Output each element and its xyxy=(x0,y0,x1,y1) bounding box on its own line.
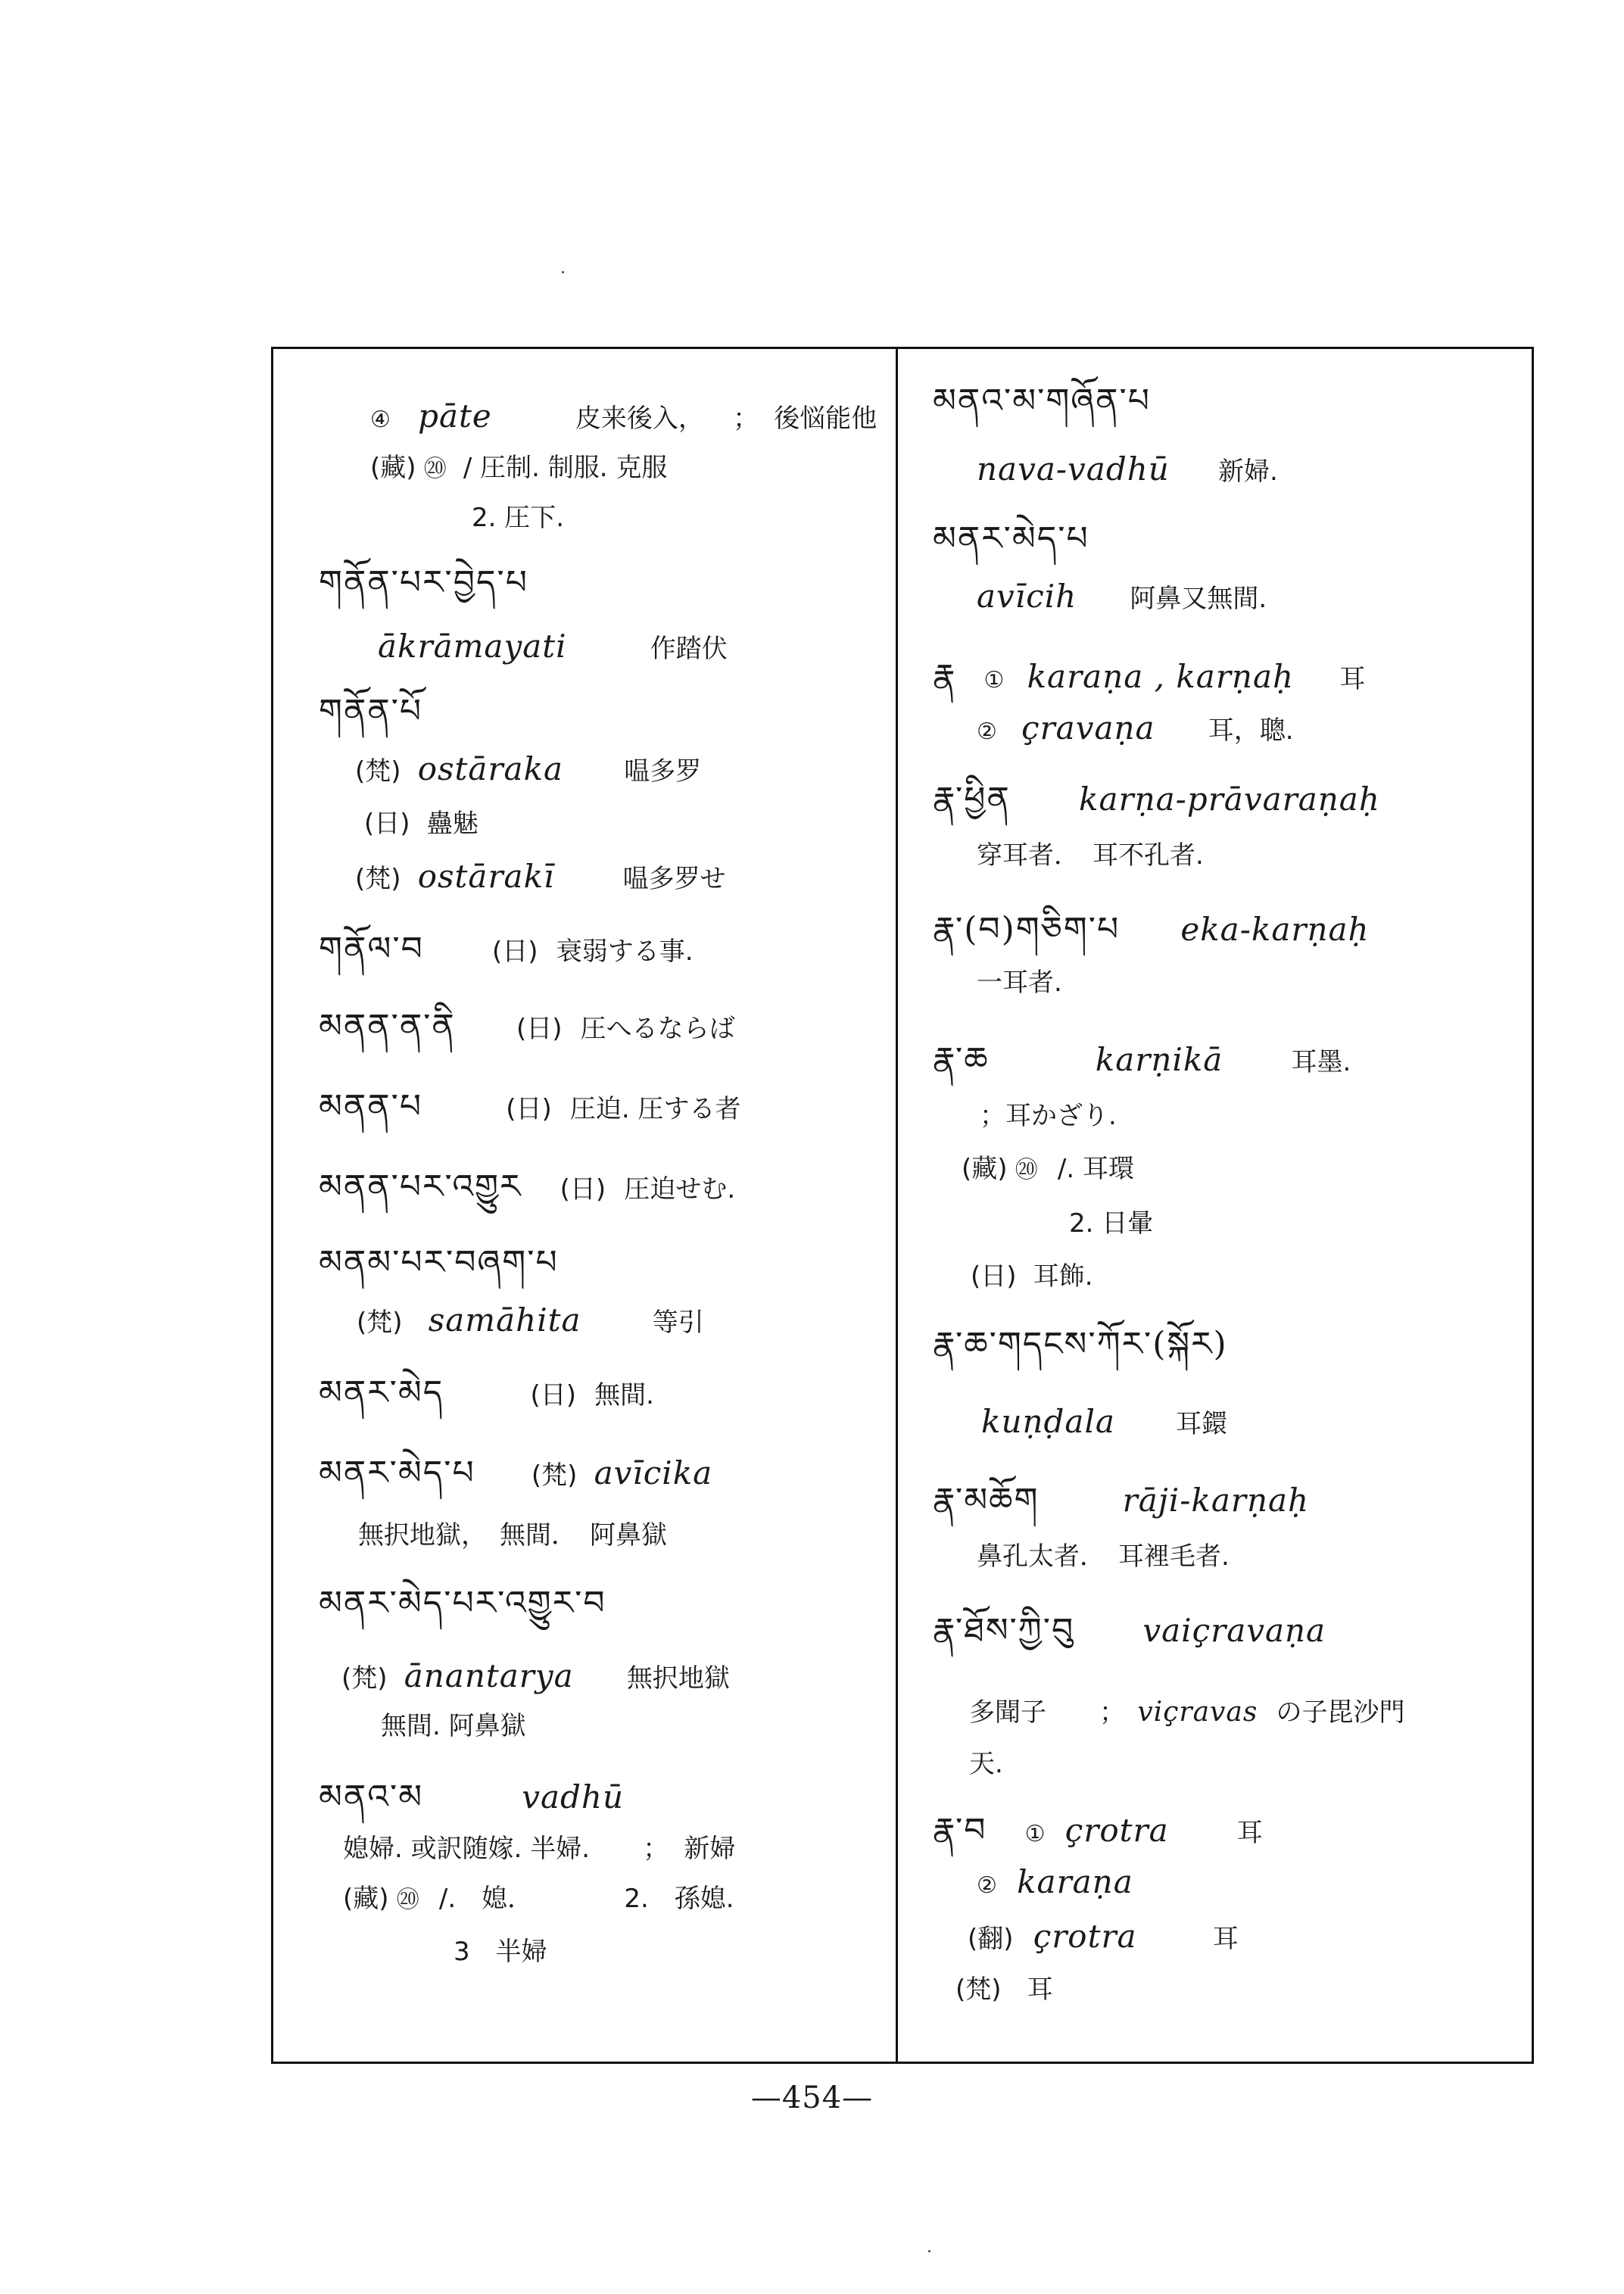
sanskrit-term: pāte xyxy=(418,397,492,435)
tibetan-headword: མནན་པ xyxy=(319,1087,423,1126)
entry-line xyxy=(370,453,667,485)
tibetan-headword: གནོན་པོ xyxy=(319,692,423,731)
source-abbrev: (翻) xyxy=(968,1924,1014,1954)
tibetan-headword: རྣ་ཐོས་ཀྱི་བུ xyxy=(933,1611,1075,1650)
circled-number: ② xyxy=(977,1872,997,1899)
japanese-gloss: /. 媳． xyxy=(438,1884,534,1914)
scan-speck xyxy=(928,2250,930,2252)
tibetan-headword: གནོལ་བ xyxy=(319,930,424,968)
tibetan-headword: རྣ་ཆ་གདངས་ཀོར་(སྐོར) xyxy=(933,1325,1228,1364)
source-abbrev: (梵) xyxy=(341,1663,388,1694)
entry-line xyxy=(981,1403,1228,1440)
japanese-gloss: 2. 孫媳. xyxy=(624,1884,734,1914)
japanese-gloss: 耳，聰. xyxy=(1208,715,1294,746)
japanese-gloss: 新婦 xyxy=(684,1834,736,1864)
source-abbrev: (藏) xyxy=(962,1154,1008,1184)
headword xyxy=(933,1325,1228,1364)
tibetan-headword: མནའ་མ xyxy=(319,1778,424,1816)
japanese-gloss: 一耳者. xyxy=(977,968,1062,998)
japanese-gloss: 蠱魅 xyxy=(426,809,478,839)
entry-line xyxy=(933,1040,1351,1079)
tibetan-headword: མནར་མེད་པ xyxy=(319,1454,475,1492)
tibetan-headword: རྣ་(བ)གཅིག་པ xyxy=(933,910,1121,949)
sanskrit-term: ākrāmayati xyxy=(378,628,567,665)
entry-line xyxy=(381,1711,526,1741)
japanese-gloss: 皮来後入， xyxy=(575,404,704,434)
japanese-gloss: /. 耳環 xyxy=(1057,1154,1134,1184)
entry-line xyxy=(955,1975,1053,2005)
entry-line xyxy=(355,750,702,787)
entry-line xyxy=(977,1863,1133,1901)
entry-line xyxy=(933,1611,1326,1650)
entry-line xyxy=(933,780,1380,818)
outer-margin xyxy=(1534,333,1624,2090)
entry-line xyxy=(343,1884,734,1915)
japanese-gloss: 耳鐶 xyxy=(1176,1409,1228,1439)
tibetan-headword: མནར་མེད་པ xyxy=(933,519,1089,558)
sanskrit-term: vaiçravaṇa xyxy=(1142,1612,1326,1649)
right-column xyxy=(898,347,1532,2064)
entry-line xyxy=(341,1657,730,1694)
circled-number: ⑳ xyxy=(1015,1157,1038,1183)
japanese-gloss: 阿鼻又無間. xyxy=(1130,584,1267,614)
circled-number: ⑳ xyxy=(423,456,447,482)
entry-line xyxy=(969,1749,1003,1779)
circled-number: ⑳ xyxy=(396,1887,419,1913)
headword xyxy=(319,1584,606,1622)
sanskrit-term: samāhita xyxy=(428,1301,581,1339)
tibetan-headword: མནན་པར་འགྱུར xyxy=(319,1167,522,1206)
entry-line xyxy=(454,1937,547,1967)
sanskrit-term: vadhū xyxy=(522,1778,625,1816)
circled-number: ④ xyxy=(370,407,391,433)
entry-line xyxy=(933,1481,1310,1519)
entry-line xyxy=(969,1697,1404,1728)
tibetan-headword: རྣ་བ xyxy=(933,1811,987,1850)
entry-line xyxy=(980,1101,1117,1131)
japanese-gloss: 耳 xyxy=(1027,1975,1053,2005)
entry-line xyxy=(319,1087,741,1126)
entry-line xyxy=(933,1811,1263,1850)
japanese-gloss: 穿耳者． 耳不孔者. xyxy=(977,840,1204,871)
source-abbrev: (日) xyxy=(516,1014,563,1044)
entry-line xyxy=(933,657,1366,696)
tibetan-headword: རྣ་ཕྱིན xyxy=(933,780,1011,818)
sanskrit-term: ānantarya xyxy=(404,1657,574,1694)
tibetan-headword: རྣ་མཆོག xyxy=(933,1481,1040,1519)
japanese-gloss: 無択地獄， 無間． 阿鼻獄 xyxy=(358,1520,667,1551)
entry-line xyxy=(933,910,1370,949)
japanese-gloss: の子毘沙門 xyxy=(1276,1697,1405,1728)
japanese-gloss: 耳飾. xyxy=(1033,1261,1093,1292)
page-number: —454— xyxy=(750,2080,874,2115)
japanese-gloss: 無間. 阿鼻獄 xyxy=(381,1711,526,1741)
entry-line xyxy=(962,1154,1134,1186)
entry-line xyxy=(977,1541,1230,1572)
source-abbrev: (日) xyxy=(364,809,410,839)
separator: ； xyxy=(733,404,759,434)
source-abbrev: (梵) xyxy=(355,756,401,787)
japanese-gloss: 衰弱する事. xyxy=(556,937,694,967)
tibetan-headword: མནར་མེད xyxy=(319,1373,444,1412)
japanese-gloss: 耳墨. xyxy=(1291,1047,1351,1077)
japanese-gloss: 圧へるならば xyxy=(580,1014,735,1044)
separator: ； xyxy=(643,1834,669,1864)
entry-line xyxy=(968,1918,1239,1955)
japanese-gloss: 新婦. xyxy=(1217,457,1278,487)
japanese-gloss: 耳 xyxy=(1236,1818,1263,1848)
sanskrit-term: karṇa-prāvaraṇaḥ xyxy=(1079,781,1380,818)
circled-number: ① xyxy=(983,667,1005,693)
entry-line xyxy=(343,1834,735,1864)
japanese-gloss: 耳 xyxy=(1212,1924,1239,1954)
left-column xyxy=(273,347,896,2064)
japanese-gloss: 作踏伏 xyxy=(650,634,728,664)
entry-line xyxy=(319,1454,713,1492)
japanese-gloss: 後悩能他 xyxy=(774,404,877,434)
headword xyxy=(319,1243,559,1282)
sanskrit-term: çrotra xyxy=(1064,1812,1169,1849)
entry-line xyxy=(977,578,1267,615)
circled-number: ① xyxy=(1024,1821,1046,1847)
tibetan-headword: རྣ xyxy=(933,657,957,696)
entry-line xyxy=(472,503,564,533)
japanese-gloss: 耳 xyxy=(1339,664,1366,694)
headword xyxy=(319,563,528,602)
entry-line xyxy=(977,450,1278,488)
circled-number: ② xyxy=(977,718,997,745)
tibetan-headword: མནན་ན་ནི xyxy=(319,1007,456,1046)
source-abbrev: (梵) xyxy=(531,1460,578,1491)
japanese-gloss: 天. xyxy=(969,1749,1003,1779)
source-abbrev: (藏) xyxy=(343,1884,389,1914)
sanskrit-term: eka-karṇaḥ xyxy=(1180,911,1370,948)
entry-line xyxy=(319,1167,736,1206)
japanese-gloss: 無間. xyxy=(594,1380,654,1410)
japanese-gloss: 2. 圧下. xyxy=(472,503,565,533)
tibetan-headword: གནོན་པར་བྱེད་པ xyxy=(319,563,528,602)
entry-line xyxy=(370,397,877,435)
sanskrit-term: avīcih xyxy=(977,578,1077,615)
tibetan-headword: རྣ་ཆ xyxy=(933,1040,990,1079)
tibetan-headword: མནམ་པར་བཞག་པ xyxy=(319,1243,559,1282)
entry-line xyxy=(378,628,728,665)
entry-line xyxy=(319,930,694,968)
sanskrit-term: karṇikā xyxy=(1095,1041,1223,1078)
tibetan-headword: མནར་མེད་པར་འགྱུར་བ xyxy=(319,1584,606,1622)
headword xyxy=(933,382,1151,420)
sanskrit-term: çrotra xyxy=(1033,1918,1137,1955)
source-abbrev: (日) xyxy=(530,1380,576,1410)
entry-line xyxy=(319,1007,735,1046)
tibetan-headword: མནའ་མ་གཞོན་པ xyxy=(933,382,1151,420)
entry-line xyxy=(357,1301,704,1339)
japanese-gloss: 2. 日暈 xyxy=(1069,1208,1154,1239)
japanese-gloss: 圧迫. 圧する者 xyxy=(569,1094,741,1124)
entry-line xyxy=(358,1520,667,1551)
entry-line xyxy=(977,709,1294,747)
source-abbrev: (日) xyxy=(560,1174,606,1205)
japanese-gloss: 多聞子 xyxy=(969,1697,1046,1728)
japanese-gloss: 媳婦. 或訳随嫁. 半婦. xyxy=(343,1834,591,1864)
entry-line xyxy=(977,840,1204,871)
headword xyxy=(933,519,1089,558)
source-abbrev: (梵) xyxy=(355,864,401,894)
japanese-gloss: 嗢多罗 xyxy=(624,756,702,787)
sanskrit-term: karaṇa xyxy=(1017,1863,1133,1900)
japanese-gloss: ；耳かざり. xyxy=(980,1101,1117,1131)
source-abbrev: (梵) xyxy=(357,1308,403,1338)
japanese-gloss: 圧迫せむ. xyxy=(624,1174,736,1205)
sanskrit-term: çravaṇa xyxy=(1021,709,1155,746)
source-abbrev: (藏) xyxy=(370,453,416,483)
sanskrit-term: ostārakī xyxy=(417,858,555,895)
scan-speck xyxy=(562,271,564,273)
japanese-gloss: / 圧制. 制服. 克服 xyxy=(463,453,668,483)
japanese-gloss: 等引 xyxy=(652,1308,704,1338)
separator: ； xyxy=(1099,1697,1126,1728)
entry-line xyxy=(364,809,478,839)
japanese-gloss: 嗢多罗せ xyxy=(622,864,726,894)
entry-line xyxy=(977,968,1062,998)
entry-line xyxy=(355,858,726,895)
source-abbrev: (日) xyxy=(506,1094,552,1124)
source-abbrev: (日) xyxy=(971,1261,1017,1292)
japanese-gloss: 無択地獄 xyxy=(626,1663,730,1694)
headword xyxy=(319,692,423,731)
sanskrit-term: karaṇa , karṇaḥ xyxy=(1027,658,1295,695)
sanskrit-term: rāji-karṇaḥ xyxy=(1122,1482,1310,1519)
sanskrit-term: avīcika xyxy=(594,1454,713,1491)
japanese-gloss: 鼻孔太者． 耳裡毛者. xyxy=(977,1541,1230,1572)
entry-line xyxy=(971,1261,1093,1292)
sanskrit-term: nava-vadhū xyxy=(977,450,1170,488)
japanese-gloss: 3 半婦 xyxy=(454,1937,547,1967)
entry-line xyxy=(319,1373,654,1412)
entry-line xyxy=(1069,1208,1153,1239)
entry-line xyxy=(319,1778,625,1816)
sanskrit-term: viçravas xyxy=(1137,1697,1258,1728)
source-abbrev: (日) xyxy=(492,937,538,967)
sanskrit-term: kuṇḍala xyxy=(981,1403,1115,1440)
sanskrit-term: ostāraka xyxy=(417,750,564,787)
source-abbrev: (梵) xyxy=(955,1975,1002,2005)
